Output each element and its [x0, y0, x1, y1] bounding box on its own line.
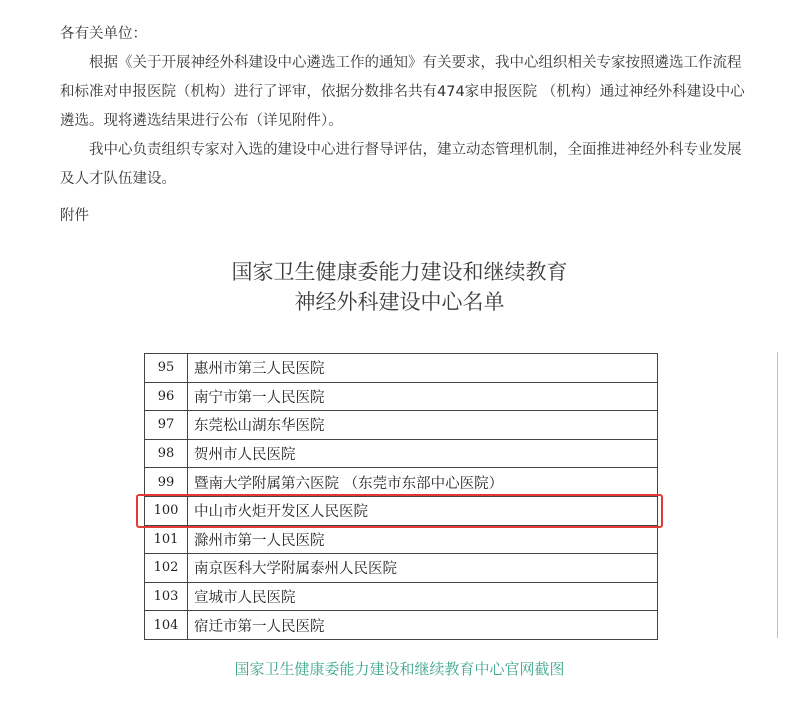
hospital-name: 东莞松山湖东华医院 — [188, 411, 658, 440]
hospital-name: 滁州市第一人民医院 — [188, 525, 658, 554]
row-number: 102 — [145, 554, 188, 583]
salutation: 各有关单位： — [60, 26, 147, 42]
table-row — [145, 582, 658, 611]
table-row — [145, 411, 658, 440]
notice-body — [60, 20, 748, 194]
row-number: 98 — [145, 439, 188, 468]
table-row — [145, 354, 658, 383]
notice-paragraph-2: 我中心负责组织专家对入选的建设中心进行督导评估，建立动态管理机制，全面推进神经外科专业发展及人才队伍建设。 — [60, 142, 742, 187]
attachment-label: 附件 — [60, 208, 89, 224]
row-number: 103 — [145, 582, 188, 611]
row-number: 97 — [145, 411, 188, 440]
document-title-line-1: 国家卫生健康委能力建设和继续教育 — [231, 260, 568, 284]
highlight-box — [136, 494, 663, 528]
hospital-name: 宿迁市第一人民医院 — [188, 611, 658, 640]
hospital-name: 暨南大学附属第六医院 （东莞市东部中心医院） — [188, 468, 658, 497]
table-row — [145, 382, 658, 411]
image-caption: 国家卫生健康委能力建设和继续教育中心官网截图 — [234, 660, 565, 678]
table-row — [145, 468, 658, 497]
hospital-name: 惠州市第三人民医院 — [188, 354, 658, 383]
hospital-name: 贺州市人民医院 — [188, 439, 658, 468]
row-number: 95 — [145, 354, 188, 383]
notice-paragraph-1: 根据《关于开展神经外科建设中心遴选工作的通知》有关要求，我中心组织相关专家按照遴选工作流程和标准对申报医院（机构）进行了评审，依据分数排名共有474家申报医院 （机构）通过神经外科建设中心遴选。现将遴选结果进行公布（详见附件）。 — [60, 55, 745, 129]
table-row — [145, 611, 658, 640]
table-row — [145, 439, 658, 468]
hospital-name: 南宁市第一人民医院 — [188, 382, 658, 411]
page-border-line — [777, 352, 778, 638]
hospital-name: 宣城市人民医院 — [188, 582, 658, 611]
table-row — [145, 554, 658, 583]
row-number: 99 — [145, 468, 188, 497]
document-title-line-2: 神经外科建设中心名单 — [294, 290, 505, 314]
hospital-name: 南京医科大学附属泰州人民医院 — [188, 554, 658, 583]
row-number: 100 — [145, 496, 188, 525]
row-number: 96 — [145, 382, 188, 411]
row-number: 101 — [145, 525, 188, 554]
row-number: 104 — [145, 611, 188, 640]
hospital-name: 中山市火炬开发区人民医院 — [188, 496, 658, 525]
table-row — [145, 525, 658, 554]
